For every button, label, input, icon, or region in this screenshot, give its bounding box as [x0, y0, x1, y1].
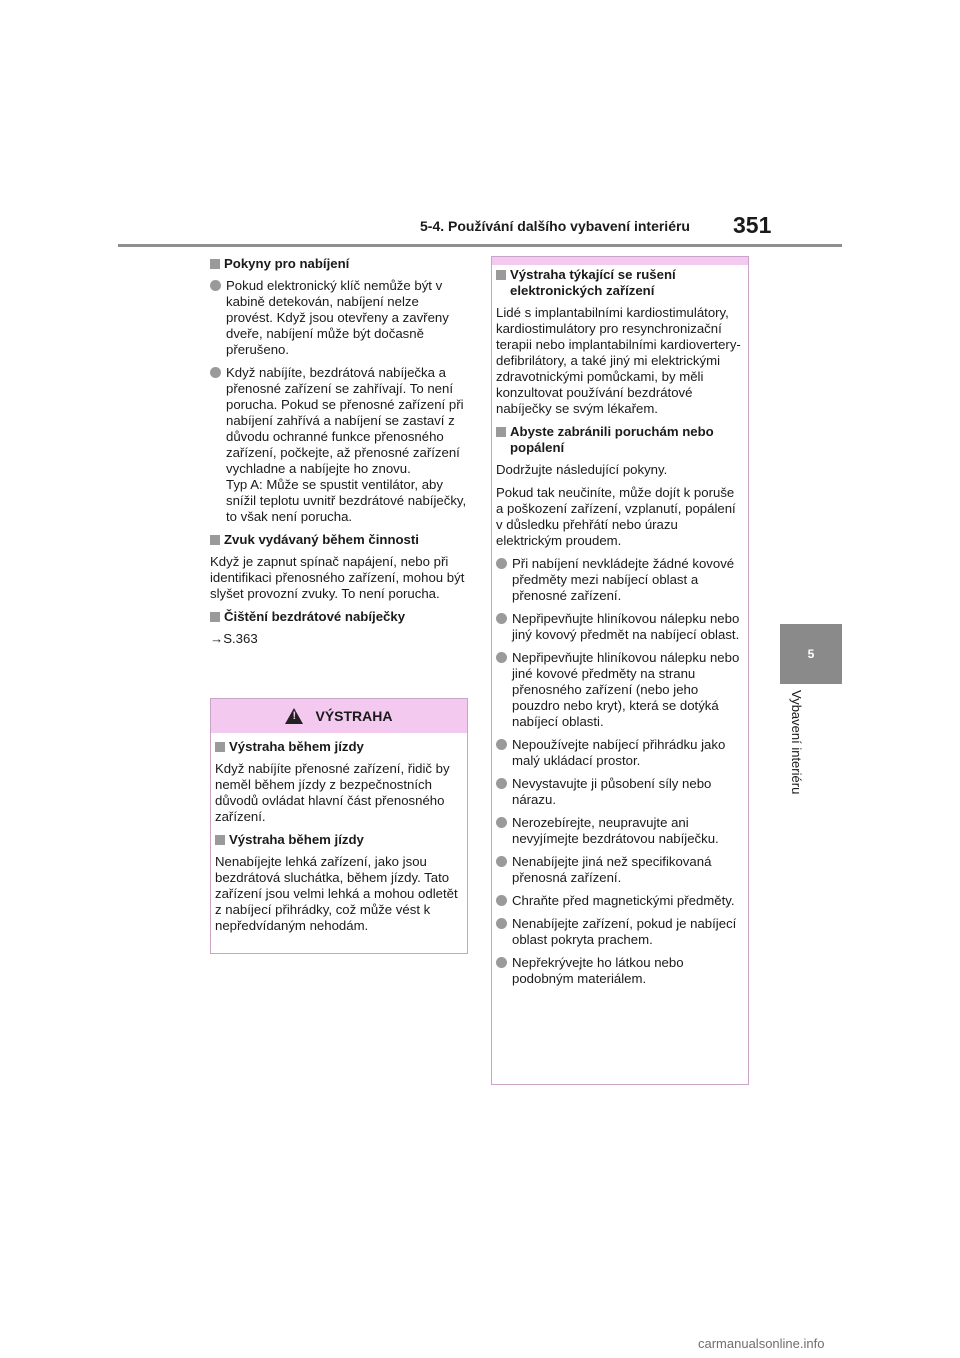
heading-cleaning: Čištění bezdrátové nabíječky: [210, 609, 468, 625]
list-item: Při nabíjení nevkládejte žádné kovové předměty mezi nabíjecí oblast a přenosné zařízení.: [496, 556, 744, 604]
list-item: Nepřipevňujte hliníkovou nálepku nebo jiný kovový předmět na nabíjecí oblast.: [496, 611, 744, 643]
heading-charging-instructions: Pokyny pro nabíjení: [210, 256, 468, 272]
list-item: Chraňte před magnetickými předměty.: [496, 893, 744, 909]
header-divider: [118, 244, 842, 247]
page-reference: →S.363: [210, 631, 258, 646]
warning-header: [211, 699, 467, 733]
box-top-strip: [492, 257, 748, 265]
chapter-title: Vybavení interiéru: [789, 690, 804, 795]
bullet-heating: Když nabíjíte, bezdrátová nabíječka a přenosné zařízení se zahřívají. To není porucha. Pokud se přenosné zařízení při nabíjení zahřívá a nabíjení se zastaví z důvodu ochranné funkce přenosného zařízení, počkejte, až přenosné zařízení vychladne a nabíjejte ho znovu. Typ A: Může se spustit ventilátor, aby snížil teplotu uvnitř bezdrátové nabíječky, to však není porucha.: [210, 365, 468, 525]
warning-box-continued: [491, 256, 749, 1085]
list-item: Nepřipevňujte hliníkovou nálepku nebo jiné kovové předměty na stranu přenosného zařízení (nebo jeho pouzdro nebo kryt), která se dotýká nabíjecí oblasti.: [496, 650, 744, 730]
warning-title: VÝSTRAHA: [315, 708, 393, 724]
paragraph-follow-instructions: Dodržujte následující pokyny.: [496, 462, 668, 477]
footer-watermark: carmanualsonline.info: [698, 1336, 825, 1351]
list-item: Nepoužívejte nabíjecí přihrádku jako malý ukládací prostor.: [496, 737, 744, 769]
warning-paragraph-2: Nenabíjejte lehká zařízení, jako jsou bezdrátová sluchátka, během jízdy. Tato zařízení jsou velmi lehká a mohou odletět z nabíjecí přihrádky, což může vést k nepředvídaným nehodám.: [215, 854, 458, 933]
heading-interference: Výstraha týkající se rušení elektronických zařízení: [496, 267, 744, 299]
warning-paragraph-1: Když nabíjíte přenosné zařízení, řidič by neměl během jízdy z bezpečnostních důvodů ovládat hlavní část přenosného zařízení.: [215, 761, 450, 824]
paragraph-operating-sound: Když je zapnut spínač napájení, nebo při identifikaci přenosného zařízení, mohou být slyšet provozní zvuky. To není porucha.: [210, 554, 465, 601]
heading-operating-sound: Zvuk vydávaný během činnosti: [210, 532, 468, 548]
left-column: [210, 256, 468, 654]
list-item: Nevystavujte ji působení síly nebo nárazu.: [496, 776, 744, 808]
warning-box: [210, 698, 468, 954]
bullet-key-detection: Pokud elektronický klíč nemůže být v kabině detekován, nabíjení nelze provést. Když jsou otevřeny a zavřeny dveře, nabíjení může být dočasně přerušeno.: [210, 278, 468, 358]
page-number: 351: [733, 212, 772, 238]
paragraph-consequences: Pokud tak neučiníte, může dojít k poruše a poškození zařízení, vzplanutí, popálení v důsledku přehřátí nebo úrazu elektrickým proudem.: [496, 485, 736, 548]
warning-heading-2: Výstraha během jízdy: [215, 832, 463, 848]
warning-heading-1: Výstraha během jízdy: [215, 739, 463, 755]
section-title: 5-4. Používání dalšího vybavení interiéru: [420, 218, 690, 234]
warning-triangle-icon: [285, 708, 303, 724]
chapter-tab: 5: [780, 624, 842, 684]
paragraph-interference: Lidé s implantabilními kardiostimulátory, kardiostimulátory pro resynchronizační terapii nebo implantabilními kardiovertery-defibrilátory, a také jiný mi elektrickými zdravotnickými pomůckami, by měli konzultovat používání bezdrátové nabíječky se svým lékařem.: [496, 305, 741, 416]
list-item: Nenabíjejte jiná než specifikovaná přenosná zařízení.: [496, 854, 744, 886]
list-item: Nenabíjejte zařízení, pokud je nabíjecí oblast pokryta prachem.: [496, 916, 744, 948]
heading-prevent-damage: Abyste zabránili poruchám nebo popálení: [496, 424, 744, 456]
list-item: Nepřekrývejte ho látkou nebo podobným materiálem.: [496, 955, 744, 987]
list-item: Nerozebírejte, neupravujte ani nevyjímejte bezdrátovou nabíječku.: [496, 815, 744, 847]
